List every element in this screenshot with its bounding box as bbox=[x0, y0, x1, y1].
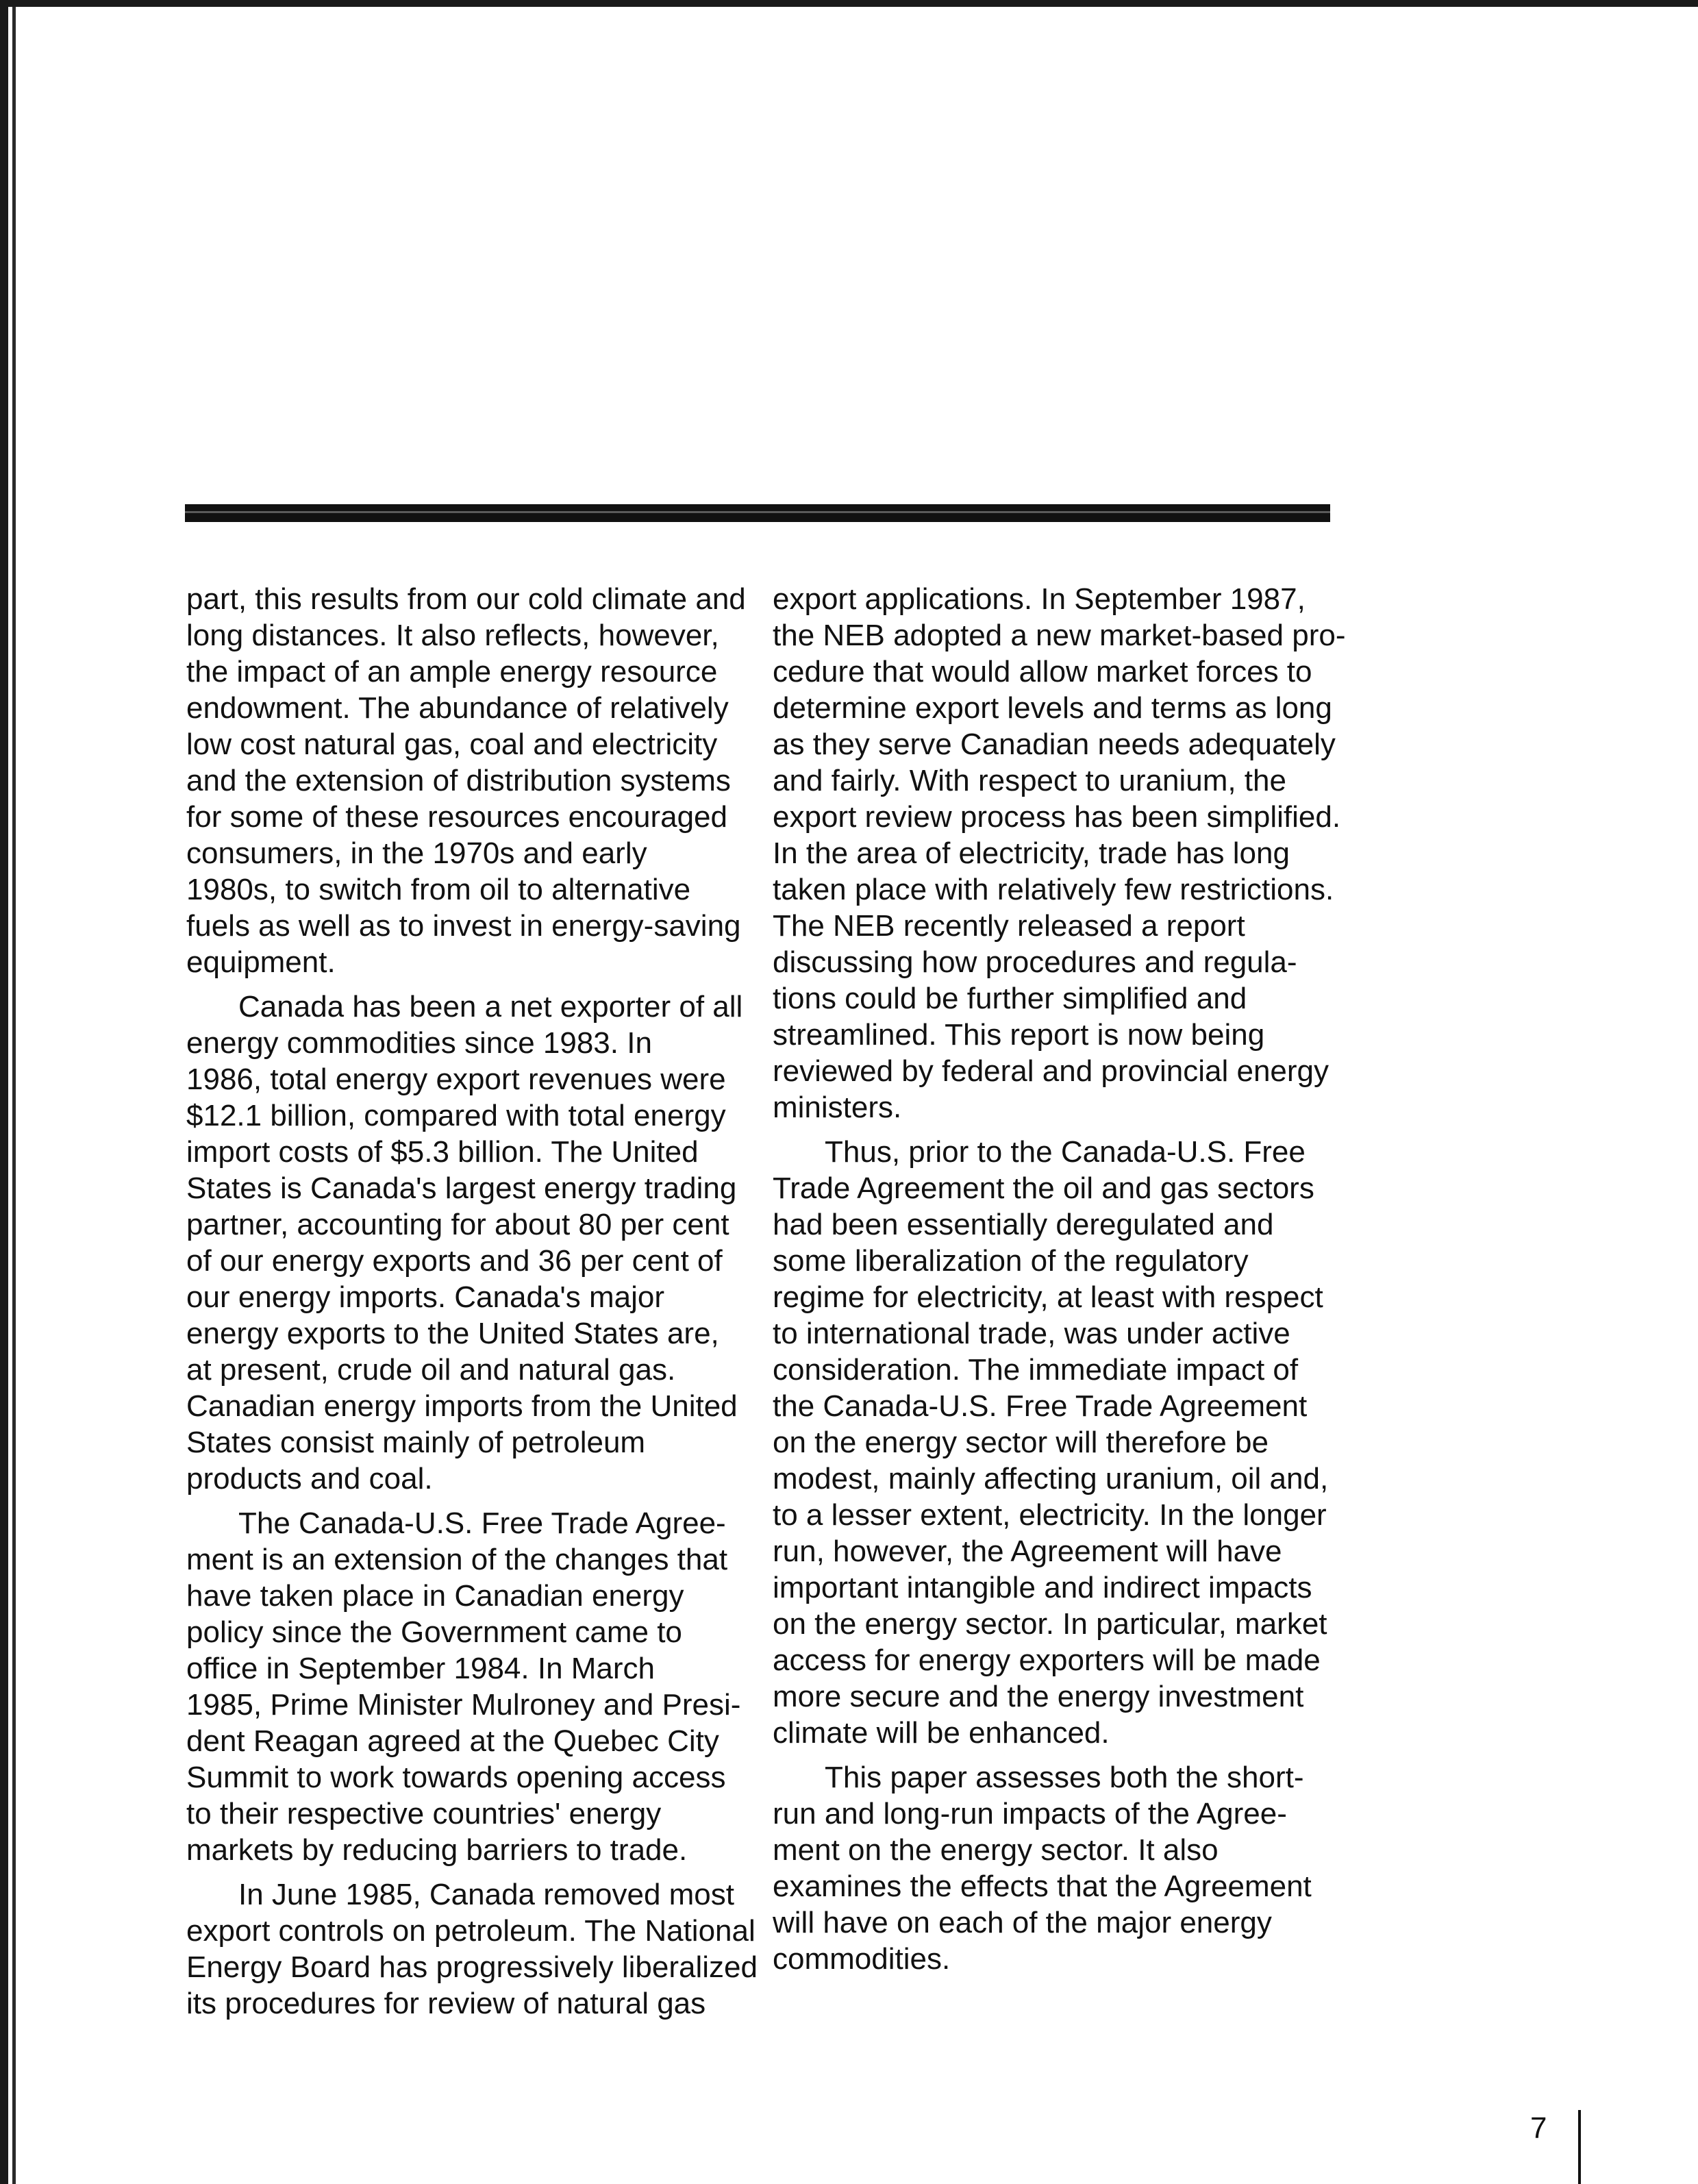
text-line: as they serve Canadian needs adequately bbox=[773, 728, 1336, 761]
scan-left-inner-line bbox=[12, 7, 16, 2184]
header-rule-bar bbox=[185, 504, 1330, 522]
text-line: In the area of electricity, trade has long bbox=[773, 836, 1290, 870]
text-line: cedure that would allow market forces to bbox=[773, 655, 1312, 688]
text-line: ment is an extension of the changes that bbox=[186, 1543, 728, 1576]
text-line: to a lesser extent, electricity. In the longer bbox=[773, 1498, 1327, 1532]
text-line: of our energy exports and 36 per cent of bbox=[186, 1244, 723, 1278]
text-line: energy exports to the United States are, bbox=[186, 1317, 719, 1350]
text-line: part, this results from our cold climate and bbox=[186, 582, 746, 616]
text-line: modest, mainly affecting uranium, oil and, bbox=[773, 1462, 1329, 1496]
text-line: In June 1985, Canada removed most bbox=[238, 1878, 735, 1911]
right-text-column bbox=[773, 581, 1346, 1985]
text-line: office in September 1984. In March bbox=[186, 1652, 656, 1685]
text-line: States consist mainly of petroleum bbox=[186, 1426, 646, 1459]
text-line: the Canada-U.S. Free Trade Agreement bbox=[773, 1389, 1308, 1423]
text-line: export controls on petroleum. The National bbox=[186, 1914, 756, 1948]
text-line: some liberalization of the regulatory bbox=[773, 1244, 1249, 1278]
left-paragraph-1 bbox=[186, 581, 746, 980]
text-line: have taken place in Canadian energy bbox=[186, 1579, 684, 1613]
text-line: run, however, the Agreement will have bbox=[773, 1535, 1282, 1568]
text-line: ment on the energy sector. It also bbox=[773, 1833, 1219, 1867]
page-number: 7 bbox=[1530, 2111, 1547, 2145]
text-line: dent Reagan agreed at the Quebec City bbox=[186, 1724, 719, 1758]
text-line: on the energy sector. In particular, market bbox=[773, 1607, 1327, 1641]
text-line: $12.1 billion, compared with total energy bbox=[186, 1099, 726, 1132]
text-line: on the energy sector will therefore be bbox=[773, 1426, 1269, 1459]
text-line: Trade Agreement the oil and gas sectors bbox=[773, 1171, 1314, 1205]
text-line: The NEB recently released a report bbox=[773, 909, 1245, 943]
text-line: products and coal. bbox=[186, 1462, 433, 1496]
text-line: equipment. bbox=[186, 945, 336, 979]
left-paragraph-3 bbox=[186, 1505, 741, 1868]
text-line: Summit to work towards opening access bbox=[186, 1761, 726, 1794]
text-line: 1980s, to switch from oil to alternative bbox=[186, 873, 691, 906]
text-line: import costs of $5.3 billion. The United bbox=[186, 1135, 699, 1169]
scan-left-border bbox=[0, 0, 8, 2184]
text-line: low cost natural gas, coal and electricity bbox=[186, 728, 718, 761]
text-line: will have on each of the major energy bbox=[773, 1906, 1272, 1939]
text-line: 1986, total energy export revenues were bbox=[186, 1063, 726, 1096]
text-line: tions could be further simplified and bbox=[773, 982, 1247, 1015]
text-line: ministers. bbox=[773, 1091, 902, 1124]
text-line: Canadian energy imports from the United bbox=[186, 1389, 738, 1423]
text-line: policy since the Government came to bbox=[186, 1615, 682, 1649]
text-line: Energy Board has progressively liberalized bbox=[186, 1950, 758, 1984]
text-line: more secure and the energy investment bbox=[773, 1680, 1304, 1713]
left-text-column bbox=[186, 581, 758, 2030]
text-line: determine export levels and terms as long bbox=[773, 691, 1332, 725]
right-paragraph-1 bbox=[773, 581, 1346, 1126]
text-line: partner, accounting for about 80 per cent bbox=[186, 1208, 729, 1241]
text-line: 1985, Prime Minister Mulroney and Presi- bbox=[186, 1688, 741, 1722]
text-line: Canada has been a net exporter of all bbox=[238, 990, 743, 1023]
text-line: discussing how procedures and regula- bbox=[773, 945, 1297, 979]
text-line: examines the effects that the Agreement bbox=[773, 1870, 1312, 1903]
text-line: consideration. The immediate impact of bbox=[773, 1353, 1299, 1387]
text-line: and the extension of distribution systems bbox=[186, 764, 731, 797]
text-line: at present, crude oil and natural gas. bbox=[186, 1353, 676, 1387]
text-line: streamlined. This report is now being bbox=[773, 1018, 1265, 1052]
page-edge-tick bbox=[1578, 2110, 1581, 2184]
text-line: This paper assesses both the short- bbox=[825, 1761, 1304, 1794]
text-line: the NEB adopted a new market-based pro- bbox=[773, 619, 1346, 652]
text-line: the impact of an ample energy resource bbox=[186, 655, 718, 688]
left-paragraph-4 bbox=[186, 1876, 758, 2022]
text-line: commodities. bbox=[773, 1942, 951, 1976]
text-line: and fairly. With respect to uranium, the bbox=[773, 764, 1286, 797]
text-line: endowment. The abundance of relatively bbox=[186, 691, 729, 725]
text-line: markets by reducing barriers to trade. bbox=[186, 1833, 688, 1867]
right-paragraph-3 bbox=[773, 1759, 1321, 1977]
text-line: taken place with relatively few restrictions. bbox=[773, 873, 1334, 906]
text-line: run and long-run impacts of the Agree- bbox=[773, 1797, 1287, 1831]
right-paragraph-2 bbox=[773, 1134, 1329, 1751]
text-line: to their respective countries' energy bbox=[186, 1797, 662, 1831]
text-line: The Canada-U.S. Free Trade Agree- bbox=[238, 1506, 726, 1540]
left-paragraph-2 bbox=[186, 989, 743, 1497]
text-line: energy commodities since 1983. In bbox=[186, 1026, 652, 1060]
text-line: export applications. In September 1987, bbox=[773, 582, 1306, 616]
text-line: climate will be enhanced. bbox=[773, 1716, 1110, 1750]
text-line: Thus, prior to the Canada-U.S. Free bbox=[825, 1135, 1306, 1169]
text-line: for some of these resources encouraged bbox=[186, 800, 728, 834]
text-line: fuels as well as to invest in energy-saving bbox=[186, 909, 741, 943]
scan-top-border bbox=[0, 0, 1698, 7]
text-line: States is Canada's largest energy trading bbox=[186, 1171, 737, 1205]
text-line: our energy imports. Canada's major bbox=[186, 1280, 665, 1314]
text-line: consumers, in the 1970s and early bbox=[186, 836, 647, 870]
text-line: regime for electricity, at least with respect bbox=[773, 1280, 1323, 1314]
text-line: export review process has been simplified. bbox=[773, 800, 1341, 834]
text-line: its procedures for review of natural gas bbox=[186, 1987, 706, 2020]
text-line: long distances. It also reflects, however, bbox=[186, 619, 719, 652]
text-line: access for energy exporters will be made bbox=[773, 1643, 1321, 1677]
text-line: to international trade, was under active bbox=[773, 1317, 1290, 1350]
text-line: important intangible and indirect impacts bbox=[773, 1571, 1312, 1604]
text-line: reviewed by federal and provincial energy bbox=[773, 1054, 1329, 1088]
text-line: had been essentially deregulated and bbox=[773, 1208, 1274, 1241]
